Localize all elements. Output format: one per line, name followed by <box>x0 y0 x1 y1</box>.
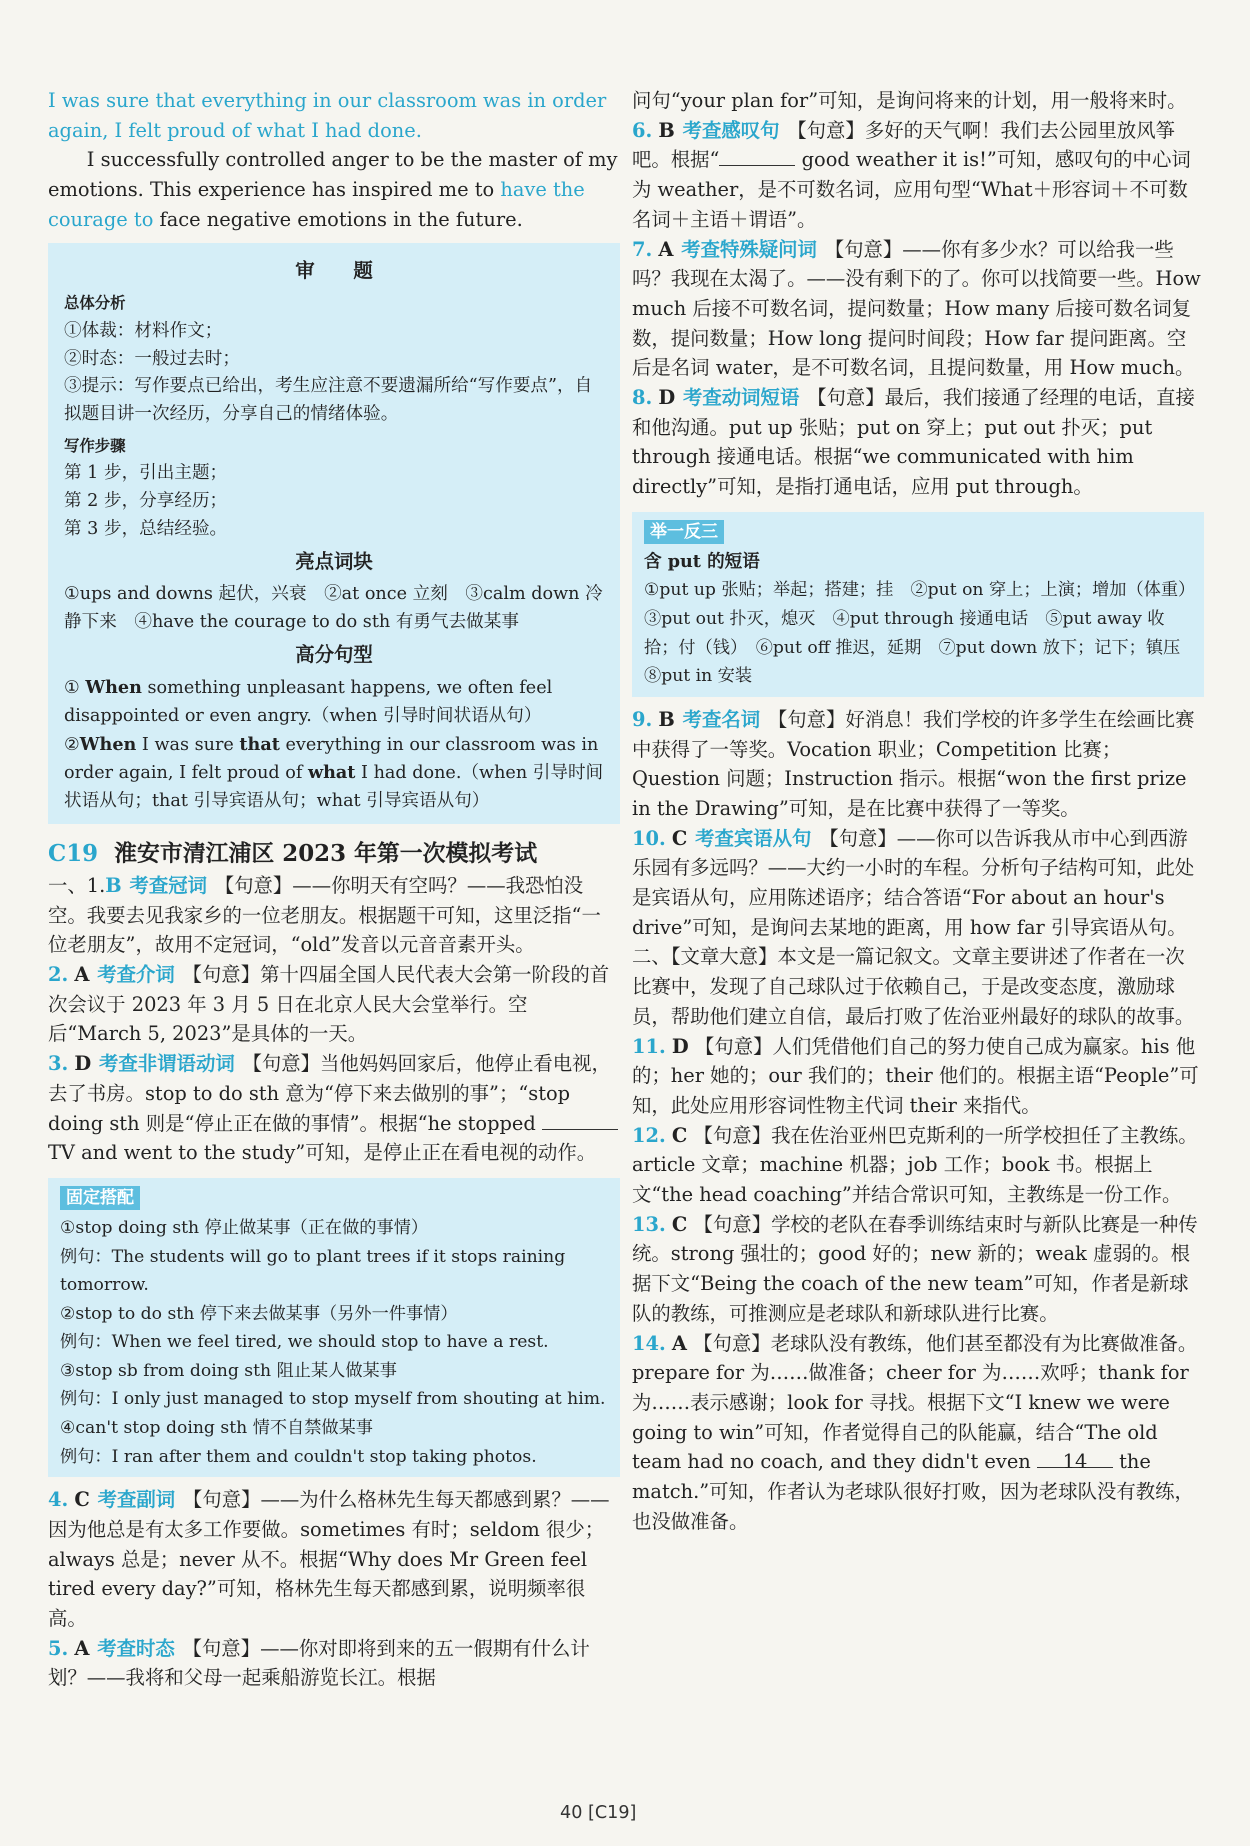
highlight-phrase: have the courage to <box>48 178 585 231</box>
answer-q5: 5. A 考查时态 【句意】——你对即将到来的五一假期有什么计划？——我将和父母一起乘船游览长江。根据 <box>48 1636 590 1690</box>
box-label: 固定搭配 <box>60 1186 140 1210</box>
answer-q12: 12. C 【句意】我在佐治亚州巴克斯利的一所学校担任了主教练。article 文章；machine 机器；job 工作；book 书。根据上文“the head coaching”并结合常识可知，主教练是一份工作。 <box>632 1123 1198 1207</box>
blank-14: 14 <box>1037 1447 1113 1467</box>
answer-q14: 14. A 【句意】老球队没有教练，他们甚至都没有为比赛做准备。prepare for 为……做准备；cheer for 为……欢呼；thank for 为……表示感谢；look for 寻找。根据下文“I knew we were going to win”可知，作者觉得自己的队能赢，结合“The old team had no coach, and they didn't even 14 the match.”可知，作者认为老球队很好打败，因为老球队没有教练，也没做准备。 <box>632 1331 1198 1533</box>
extension-box: 举一反三 含 put 的短语 ①put up 张贴；举起；搭建；挂 ②put on 穿上；上演；增加（体重） ③put out 扑灭，熄灭 ④put through 接通电话 ⑤put away 收拾；付（钱） ⑥put off 推迟，延期 ⑦put down 放下；记下；镇压 ⑧put in 安装 <box>632 512 1204 697</box>
section-heading: C19 淮安市清江浦区 2023 年第一次模拟考试 <box>48 839 538 867</box>
sentences-heading: 高分句型 <box>295 642 373 666</box>
conclusion-paragraph: I successfully controlled anger to be the master of my emotions. This experience has inspired me to have the courage to face negative emotions in the future. <box>48 148 618 231</box>
steps-heading: 写作步骤 <box>64 436 126 455</box>
answer-q13: 13. C 【句意】学校的老队在春季训练结束时与新队比赛是一种传统。strong 强壮的；good 好的；new 新的；weak 虚弱的。根据下文“Being the coach of the new team”可知，作者是新球队的教练，可推测应是老球队和新球队进行比赛。 <box>632 1212 1198 1325</box>
box-label: 举一反三 <box>644 520 724 544</box>
answer-q4: 4. C 考查副词 【句意】——为什么格林先生每天都感到累？——因为他总是有太多工作要做。sometimes 有时；seldom 很少；always 总是；never 从不。根据“Why does Mr Green feel tired every day?”可知，格林先生每天都感到累，说明频率很高。 <box>48 1488 610 1631</box>
page-number: 40 [C19] <box>560 1803 637 1823</box>
left-column <box>48 86 620 1693</box>
part2-summary: 二、【文章大意】本文是一篇记叙文。文章主要讲述了作者在一次比赛中，发现了自己球队过于依赖自己，于是改变态度，激励球员，帮助他们建立自信，最后打败了佐治亚州最好的球队的故事。 <box>632 945 1195 1028</box>
answer-q11: 11. D 【句意】人们凭借他们自己的努力使自己成为赢家。his 他的；her 她的；our 我们的；their 他们的。根据主语“People”可知，此处应用形容词性物主代词 their 来指代。 <box>632 1034 1199 1117</box>
answer-q5-continued: 问句“your plan for”可知，是询问将来的计划，用一般将来时。 <box>632 89 1187 112</box>
answer-q6: 6. B 考查感叹句 【句意】多好的天气啊！我们去公园里放风筝吧。根据“ good weather it is!”可知，感叹句的中心词为 weather，是不可数名词，应用句型“What＋形容词＋不可数名词＋主语＋谓语”。 <box>632 118 1191 231</box>
answer-q8: 8. D 考查动词短语 【句意】最后，我们接通了经理的电话，直接和他沟通。put up 张贴；put on 穿上；put out 扑灭；put through 接通电话。根据“we communicated with him directly”可知，是指打通电话，应用 put through。 <box>632 386 1195 499</box>
fixed-collocation-box: 固定搭配 ①stop doing sth 停止做某事（正在做的事情） 例句：The students will go to plant trees if it stops raining tomorrow. ②stop to do sth 停下来去做某事（另外一件事情） 例句：When we feel tired, we should stop to have a rest. ③stop sb from doing sth 阻止某人做某事 例句：I only just managed to stop myself from shouting at him. ④can't stop doing sth 情不自禁做某事 例句：I ran after them and couldn't stop taking photos. <box>48 1178 620 1477</box>
answer-q1: 一、1.B 考查冠词 【句意】——你明天有空吗？——我恐怕没空。我要去见我家乡的一位老朋友。根据题干可知，这里泛指“一位老朋友”，故用不定冠词，“old”发音以元音音素开头。 <box>48 873 601 957</box>
sentence-pattern-2: ②When I was sure that everything in our classroom was in order again, I felt proud of what I had done.（when 引导时间状语从句；that 引导宾语从句；what 引导宾语从句） <box>64 733 604 812</box>
answer-q9: 9. B 考查名词 【句意】好消息！我们学校的许多学生在绘画比赛中获得了一等奖。Vocation 职业；Competition 比赛；Question 问题；Instruction 指示。根据“won the first prize in the Drawing”可知，是在比赛中获得了一等奖。 <box>632 707 1195 820</box>
answer-q3: 3. D 考查非谓语动词 【句意】当他妈妈回家后，他停止看电视，去了书房。stop to do sth 意为“停下来去做别的事”；“stop doing sth 则是“停止正在做的事情”。根据“he stopped TV and went to the study”可知，是停止正在看电视的动作。 <box>48 1049 620 1168</box>
answer-q2: 2. A 考查介词 【句意】第十四届全国人民代表大会第一阶段的首次会议于 2023 年 3 月 5 日在北京人民大会堂举行。空后“March 5, 2023”是具体的一天。 <box>48 962 610 1046</box>
sentence-pattern-1: ① When something unpleasant happens, we often feel disappointed or even angry.（when 引导时间状语从句） <box>64 677 553 727</box>
phrases-heading: 亮点词块 <box>295 549 373 573</box>
answer-q10: 10. C 考查宾语从句 【句意】——你可以告诉我从市中心到西游乐园有多远吗？——大约一小时的车程。分析句子结构可知，此处是宾语从句，应用陈述语序；结合答语“For about an hour's drive”可知，是询问去某地的距离，用 how far 引导宾语从句。 <box>632 826 1195 939</box>
intro-sentence: I was sure that everything in our classroom was in order again, I felt proud of what I had done. <box>48 89 607 142</box>
answer-q7: 7. A 考查特殊疑问词 【句意】——你有多少水？可以给我一些吗？我现在太渴了。——没有剩下的了。你可以找简要一些。How much 后接不可数名词，提问数量；How many 后接可数名词复数，提问数量；How long 提问时间段；How far 提问距离。空后是名词 water，是不可数名词，且提问数量，用 How much。 <box>632 237 1201 380</box>
analysis-box: 审 题 总体分析 ①体裁：材料作文； ②时态：一般过去时； ③提示：写作要点已给出，考生应注意不要遗漏所给“写作要点”，自拟题目讲一次经历，分享自己的情绪体验。 写作步骤 第 1 步，引出主题； 第 2 步，分享经历； 第 3 步，总结经验。 亮点词块 ①ups and downs 起伏，兴衰 ②at once 立刻 ③calm down 冷静下来 ④have the courage to do sth 有勇气去做某事 高分句型 ① When something unpleasant happens, we often feel disappointed or even angry.（when 引导时间状语从句） ②When I was sure that everything in our classroom was in order again, I felt proud of what I had done.（when 引导时间状语从句；that 引导宾语从句；what 引导宾语从句） <box>48 243 620 824</box>
blank-line <box>542 1109 618 1129</box>
right-column <box>632 86 1204 1537</box>
analysis-title: 审 题 <box>295 258 373 282</box>
overview-heading: 总体分析 <box>64 294 126 313</box>
phrases-list: ①ups and downs 起伏，兴衰 ②at once 立刻 ③calm down 冷静下来 ④have the courage to do sth 有勇气去做某事 <box>64 584 603 632</box>
blank-line <box>719 146 795 166</box>
